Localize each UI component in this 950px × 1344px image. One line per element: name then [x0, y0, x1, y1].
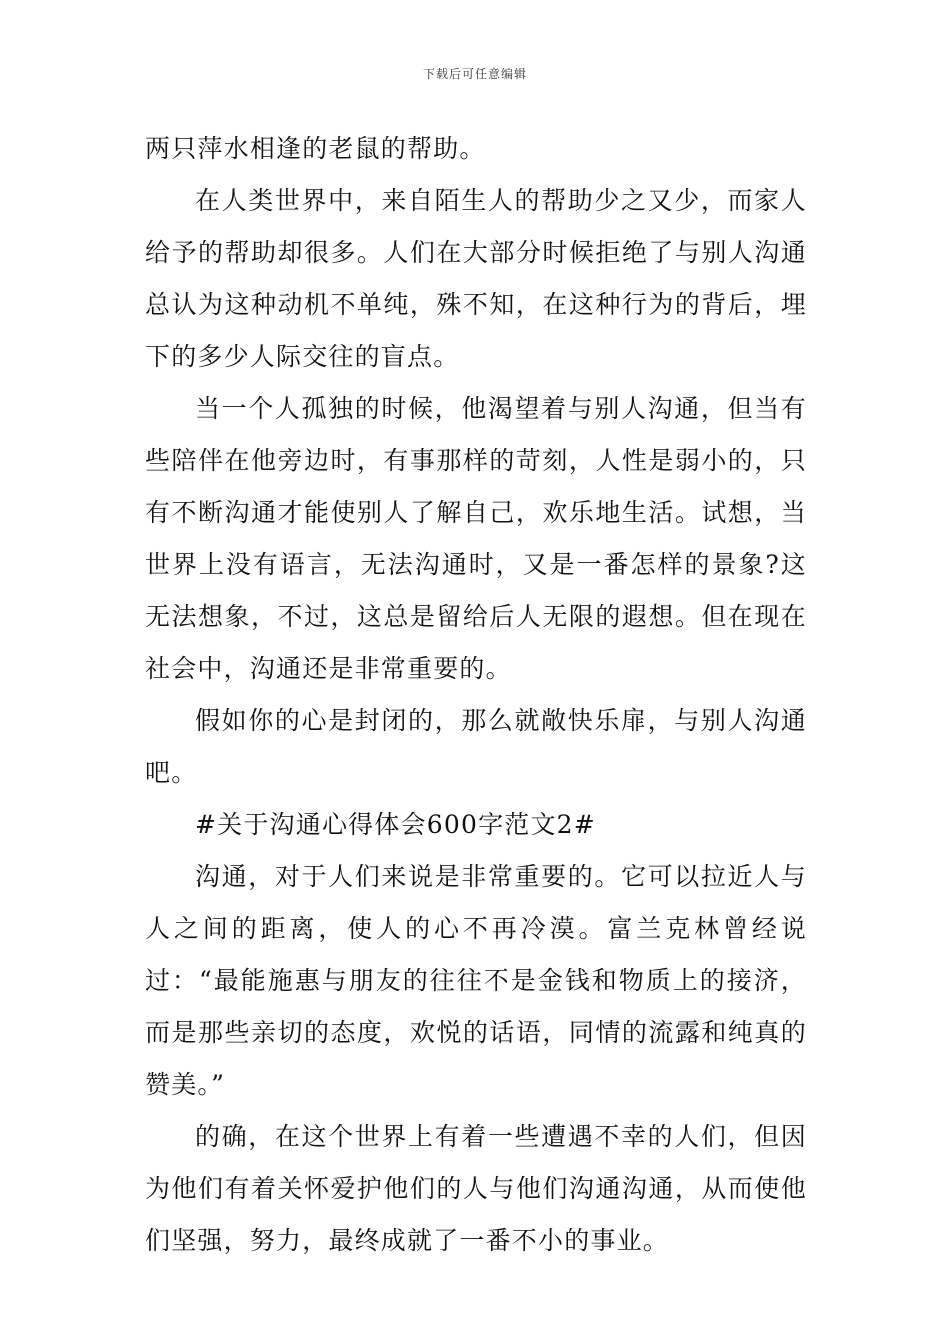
paragraph-loneliness: 当一个人孤独的时候，他渴望着与别人沟通，但当有些陪伴在他旁边时，有事那样的苛刻，人性是弱小的，只有不断沟通才能使别人了解自己，欢乐地生活。试想，当世界上没有语言，无法沟通时，又是一番怎样的景象?这无法想象，不过，这总是留给后人无限的遐想。但在现在社会中，沟通还是非常重要的。: [145, 394, 807, 683]
paragraph-misfortune: 的确，在这个世界上有着一些遭遇不幸的人们，但因为他们有着关怀爱护他们的人与他们沟通沟通，从而使他们坚强，努力，最终成就了一番不小的事业。: [145, 1122, 807, 1255]
paragraph-franklin-quote: 沟通，对于人们来说是非常重要的。它可以拉近人与人之间的距离，使人的心不再冷漠。富兰克林曾经说过：“最能施惠与朋友的往往不是金钱和物质上的接济，而是那些亲切的态度，欢悦的话语，同情的流露和纯真的赞美。”: [145, 862, 807, 1099]
page-header-note: 下载后可任意编辑: [422, 67, 527, 81]
paragraph-continuation: 两只萍水相逢的老鼠的帮助。: [145, 134, 486, 163]
section-heading: #关于沟通心得体会600字范文2#: [195, 810, 596, 839]
paragraph-open-heart: 假如你的心是封闭的，那么就敞快乐扉，与别人沟通吧。: [145, 706, 807, 787]
document-body: [145, 123, 807, 1267]
paragraph-strangers-help: 在人类世界中，来自陌生人的帮助少之又少，而家人给予的帮助却很多。人们在大部分时候拒绝了与别人沟通总认为这种动机不单纯，殊不知，在这种行为的背后，埋下的多少人际交往的盲点。: [145, 186, 807, 371]
